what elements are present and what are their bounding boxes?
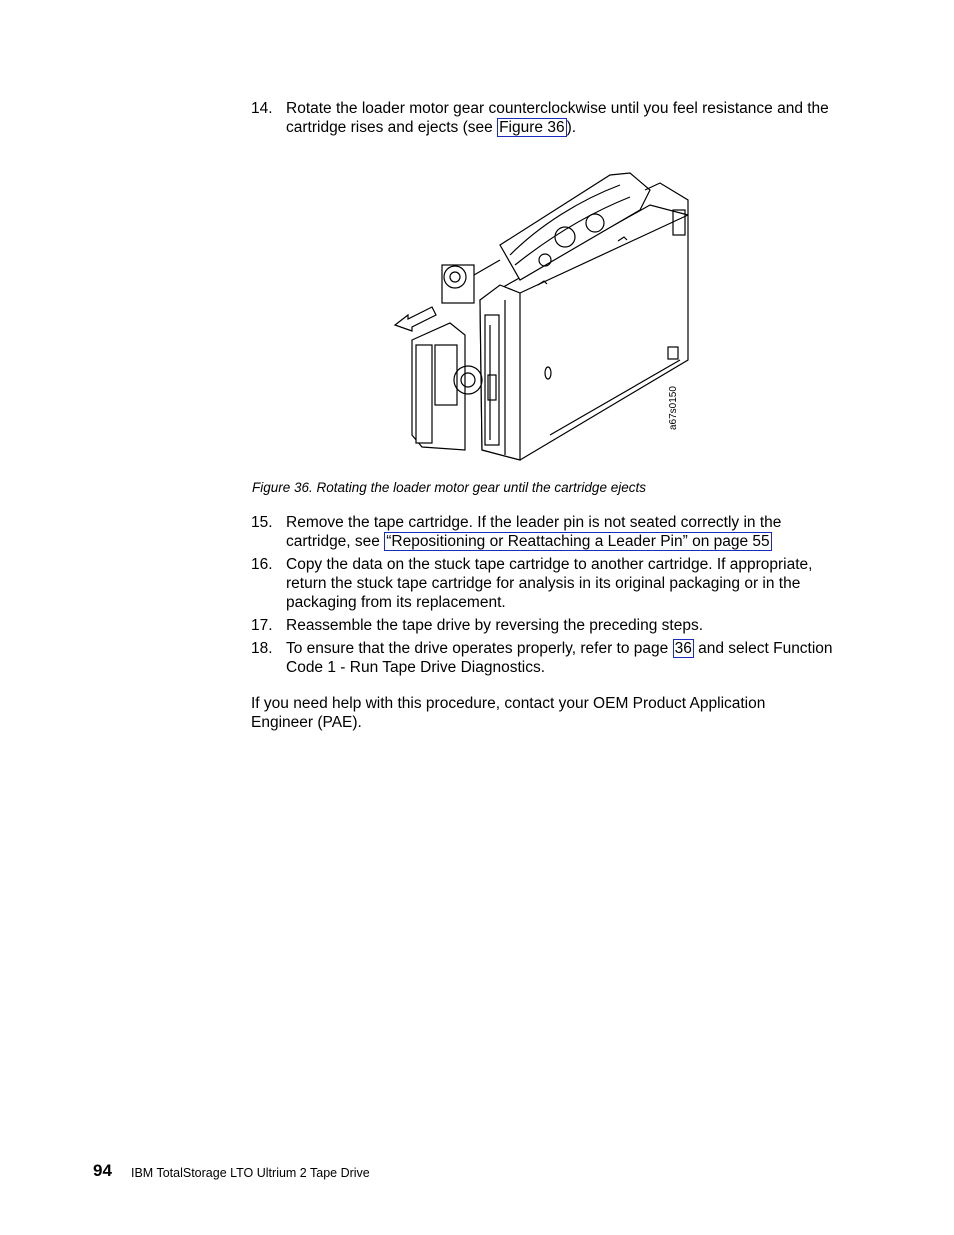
page-36-link[interactable]: 36 <box>674 640 692 657</box>
step-17 <box>251 616 841 635</box>
step-text: Copy the data on the stuck tape cartridge to another cartridge. If appropriate, return the stuck tape cartridge for analysis in its original packaging or in the packaging from its replacement. <box>286 556 813 611</box>
step-text: Rotate the loader motor gear counterclockwise until you feel resistance and the cartridge rises and ejects (see Figure 36 ). <box>286 100 829 136</box>
leader-pin-section-link[interactable]: “Repositioning or Reattaching a Leader Pin” on page 55 <box>386 533 770 550</box>
art-code: a67s0150 <box>668 386 679 430</box>
step-text: To ensure that the drive operates properly, refer to page 36 and select Function Code 1 - Run Tape Drive Diagnostics. <box>286 640 833 676</box>
step-14 <box>251 99 841 137</box>
figure-36-link[interactable]: Figure 36 <box>499 119 565 136</box>
step-number: 15. <box>251 514 273 531</box>
footer-title: IBM TotalStorage LTO Ultrium 2 Tape Drive <box>131 1166 370 1180</box>
figure-36-illustration <box>390 165 700 465</box>
step-16 <box>251 555 841 612</box>
step-15 <box>251 513 841 551</box>
step-text: Remove the tape cartridge. If the leader pin is not seated correctly in the cartridge, see “Repositioning or Reattaching a Leader Pin” on page 55 <box>286 514 782 550</box>
tape-drive-drawing <box>390 165 700 465</box>
page-number: 94 <box>93 1161 112 1180</box>
figure-caption: Figure 36. Rotating the loader motor gear until the cartridge ejects <box>252 480 646 495</box>
step-number: 17. <box>251 617 273 634</box>
step-number: 16. <box>251 556 273 573</box>
step-number: 18. <box>251 640 273 657</box>
step-text: Reassemble the tape drive by reversing the preceding steps. <box>286 617 704 634</box>
help-paragraph: If you need help with this procedure, contact your OEM Product Application Engineer (PAE). <box>251 695 766 731</box>
step-number: 14. <box>251 100 273 117</box>
step-18 <box>251 639 841 677</box>
